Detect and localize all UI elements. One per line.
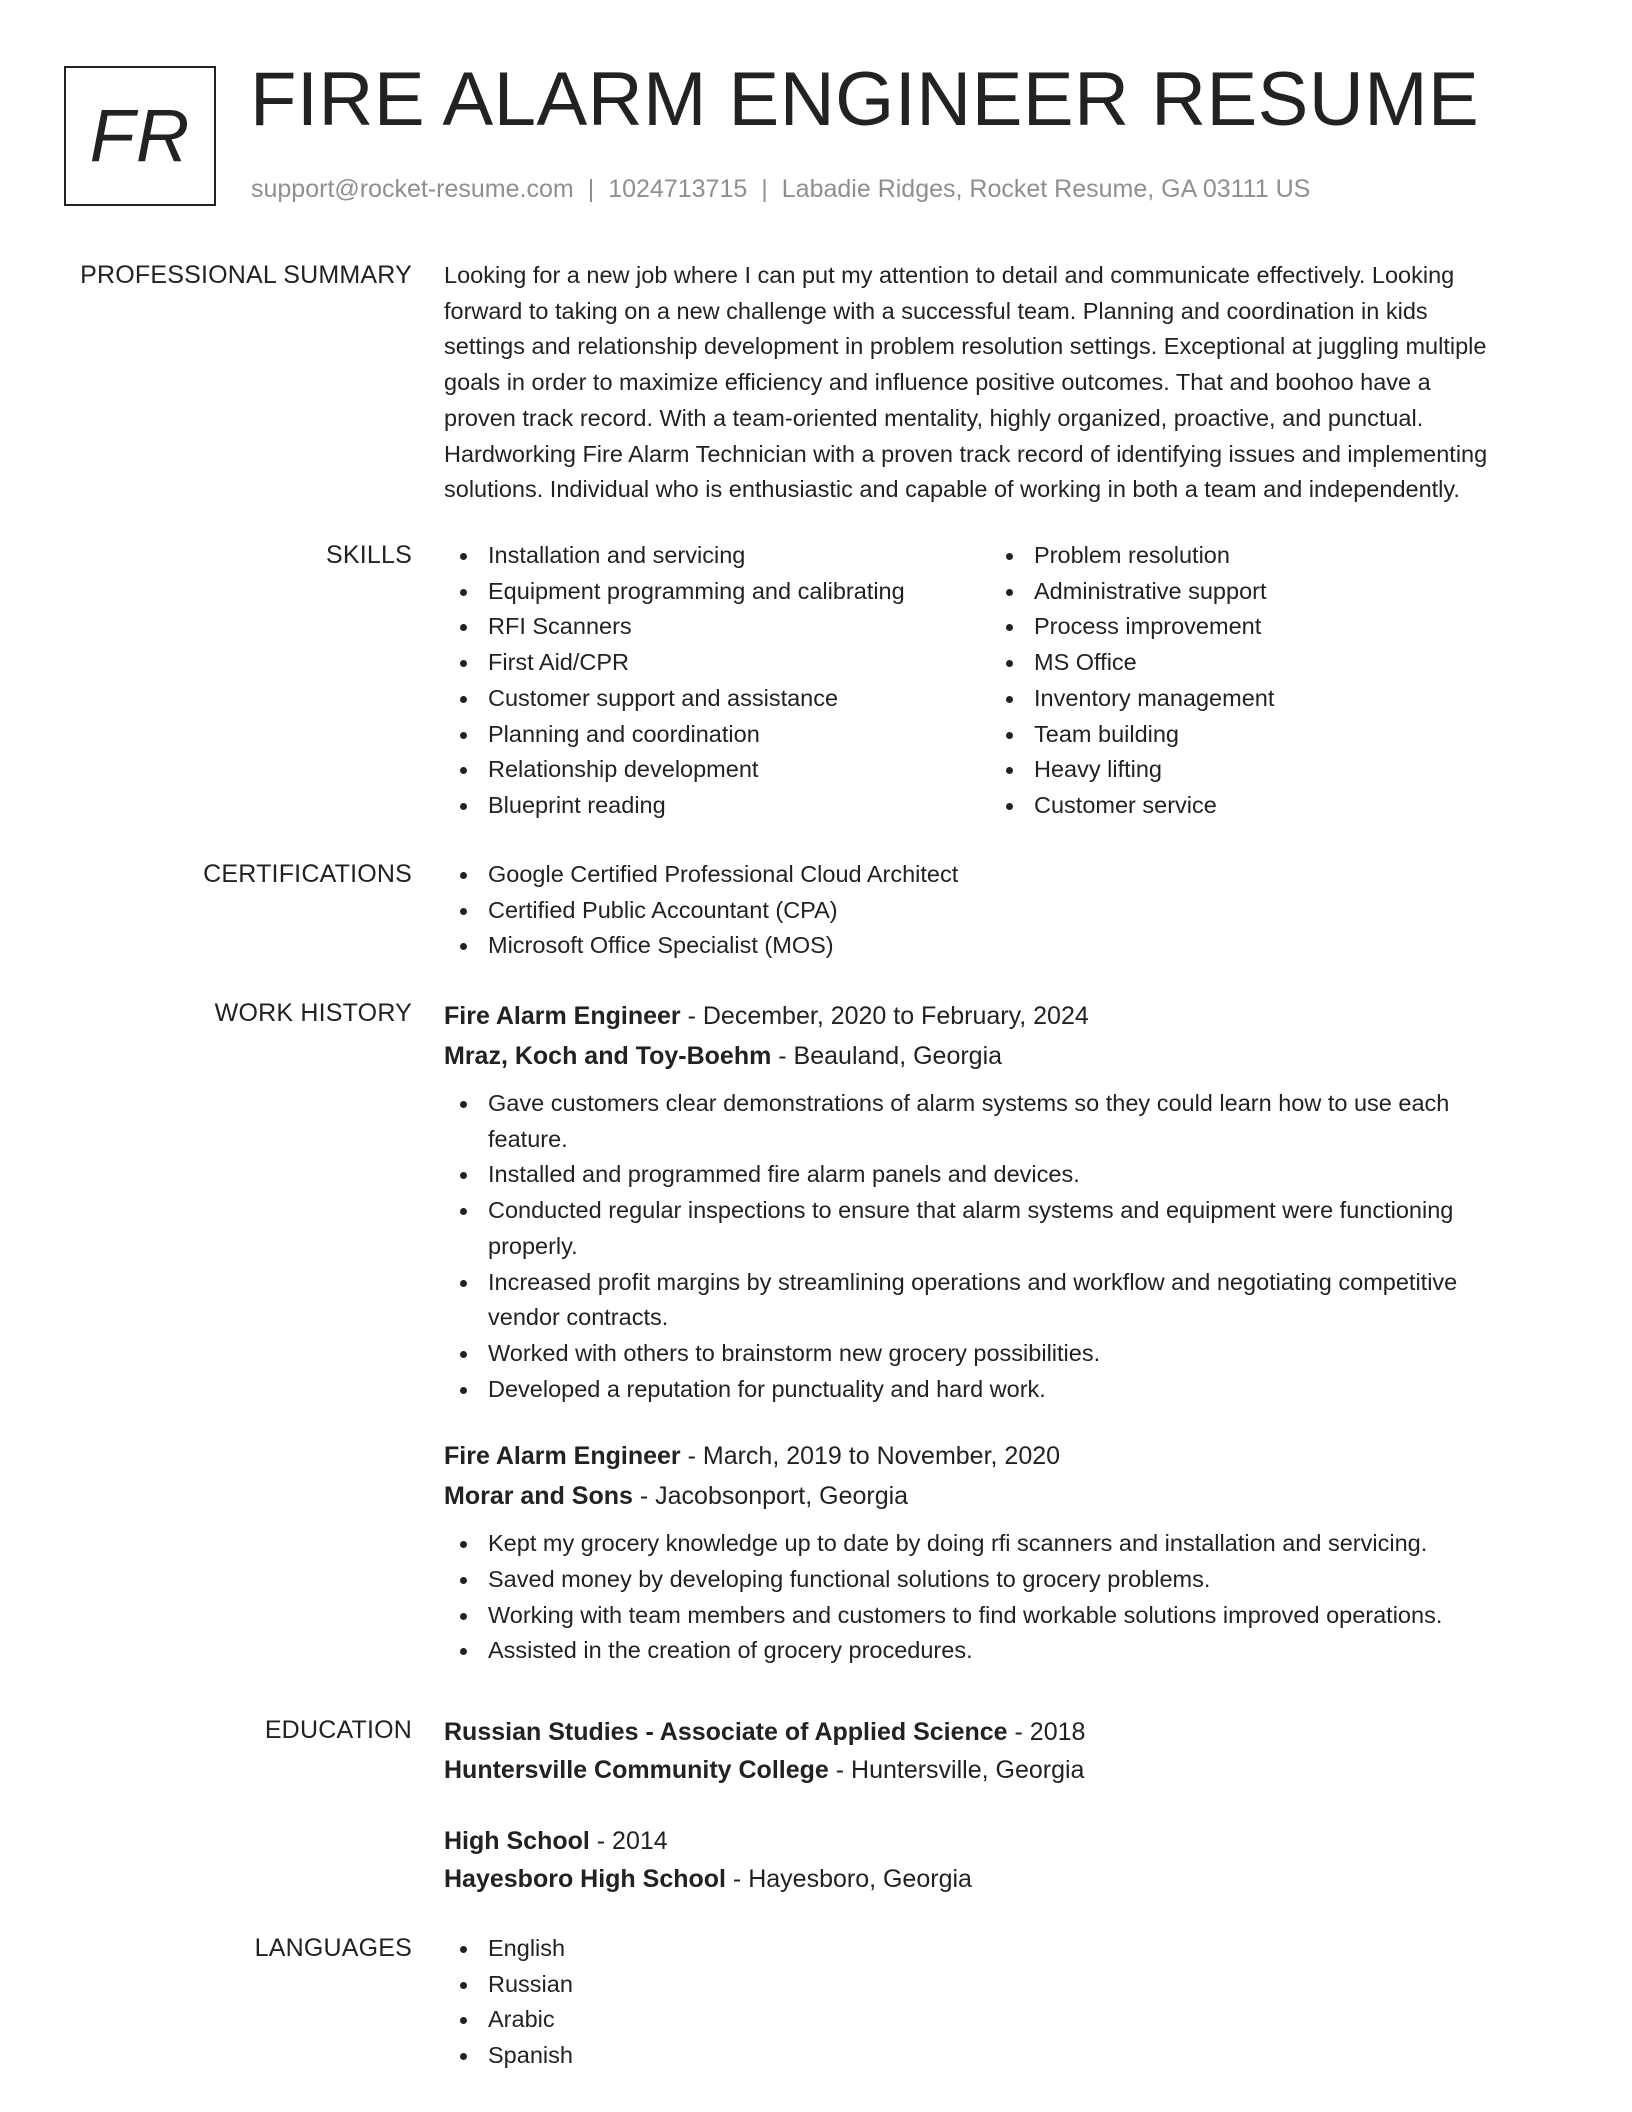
- job-company-line: [444, 1476, 1564, 1516]
- section-label-skills: SKILLS: [326, 541, 412, 569]
- monogram-logo: [64, 66, 216, 206]
- contact-line: [251, 172, 1310, 206]
- skill-item: MS Office: [990, 645, 1274, 681]
- education-year: - 2018: [1007, 1718, 1086, 1746]
- certification-item: Google Certified Professional Cloud Architect: [444, 857, 1564, 893]
- job-duty-line: Installed and programmed fire alarm panels and devices.: [488, 1161, 1080, 1188]
- job-duty-item: [444, 1633, 1564, 1669]
- education-school-line: [444, 1860, 1564, 1898]
- skill-item: Blueprint reading: [444, 788, 905, 824]
- job-company-line: [444, 1036, 1564, 1076]
- section-label-education: EDUCATION: [264, 1716, 412, 1744]
- job-duty-item: [444, 1372, 1564, 1408]
- job-duty-line: feature.: [488, 1125, 568, 1152]
- skills-body: [444, 538, 1564, 828]
- job-title: Fire Alarm Engineer: [444, 1002, 681, 1030]
- job-duty-line: properly.: [488, 1232, 578, 1259]
- skills-list-right: [990, 538, 1274, 824]
- education-body: [444, 1713, 1564, 1898]
- contact-separator: |: [761, 175, 768, 203]
- job-title: Fire Alarm Engineer: [444, 1442, 681, 1471]
- education-degree: High School: [444, 1827, 590, 1855]
- section-label-work-history: WORK HISTORY: [214, 999, 412, 1027]
- job-location: - Jacobsonport, Georgia: [632, 1482, 909, 1511]
- skill-item: RFI Scanners: [444, 609, 905, 645]
- summary-line: settings and relationship development in problem resolution settings. Exceptional at juggling multiple: [444, 333, 1487, 360]
- job-dates: - March, 2019 to November, 2020: [680, 1442, 1061, 1471]
- certifications-body: [444, 857, 1564, 964]
- job-duty-item: [444, 1265, 1564, 1336]
- education-location: - Hayesboro, Georgia: [725, 1865, 972, 1893]
- job-duties-list: [444, 1526, 1564, 1669]
- job-duty-item: [444, 1562, 1564, 1598]
- summary-body: [444, 258, 1564, 508]
- summary-line: Hardworking Fire Alarm Technician with a proven track record of identifying issues and implementing: [444, 440, 1488, 467]
- contact-separator: |: [587, 175, 595, 203]
- monogram-initials: FR: [89, 94, 191, 177]
- job-duty-item: [444, 1086, 1564, 1157]
- job-duty-line: Kept my grocery knowledge up to date by doing rfi scanners and installation and servicing.: [488, 1530, 1428, 1557]
- skill-item: Team building: [990, 717, 1274, 753]
- skill-item: Relationship development: [444, 752, 905, 788]
- contact-address: Labadie Ridges, Rocket Resume, GA 03111 US: [781, 175, 1311, 203]
- resume-title: FIRE ALARM ENGINEER RESUME: [250, 57, 1480, 142]
- job-duty-line: Developed a reputation for punctuality and hard work.: [488, 1375, 1046, 1402]
- skill-item: Problem resolution: [990, 538, 1274, 574]
- education-degree-line: [444, 1822, 1564, 1860]
- job-duty-line: Saved money by developing functional solutions to grocery problems.: [488, 1566, 1211, 1593]
- job-dates: - December, 2020 to February, 2024: [680, 1002, 1089, 1030]
- skill-item: Administrative support: [990, 574, 1274, 610]
- education-school-line: [444, 1751, 1564, 1789]
- languages-body: [444, 1931, 1564, 2074]
- education-school: Huntersville Community College: [444, 1756, 829, 1784]
- skill-item: Inventory management: [990, 681, 1274, 717]
- skill-item: Customer support and assistance: [444, 681, 905, 717]
- summary-line: proven track record. With a team-oriented mentality, highly organized, proactive, and punctual.: [444, 404, 1424, 431]
- contact-phone: 1024713715: [608, 175, 748, 203]
- languages-list: [444, 1931, 1564, 2074]
- job-duties-list: [444, 1086, 1564, 1407]
- job-location: - Beauland, Georgia: [771, 1042, 1003, 1070]
- job-duty-line: vendor contracts.: [488, 1304, 669, 1331]
- summary-line: goals in order to maximize efficiency and influence positive outcomes. That and boohoo have a: [444, 369, 1431, 396]
- job-duty-item: [444, 1336, 1564, 1372]
- job-duty-item: [444, 1526, 1564, 1562]
- job-duty-item: [444, 1193, 1564, 1264]
- education-degree: Russian Studies - Associate of Applied Science: [444, 1718, 1008, 1746]
- job-duty-item: [444, 1598, 1564, 1634]
- certification-item: Microsoft Office Specialist (MOS): [444, 928, 1564, 964]
- education-entry: [444, 1822, 1564, 1898]
- job-title-line: [444, 1436, 1564, 1476]
- skill-item: Equipment programming and calibrating: [444, 574, 905, 610]
- summary-line: forward to taking on a new challenge with a successful team. Planning and coordination in kids: [444, 297, 1428, 324]
- language-item: Spanish: [444, 2038, 1564, 2074]
- education-school: Hayesboro High School: [444, 1865, 726, 1893]
- job-duty-item: [444, 1157, 1564, 1193]
- skill-item: Heavy lifting: [990, 752, 1274, 788]
- job-title-line: [444, 996, 1564, 1036]
- skills-section: [0, 538, 1632, 828]
- language-item: English: [444, 1931, 1564, 1967]
- section-label-certifications: CERTIFICATIONS: [203, 860, 412, 888]
- job-entry: [444, 1436, 1564, 1669]
- skill-item: Planning and coordination: [444, 717, 905, 753]
- job-duty-line: Working with team members and customers to find workable solutions improved operations.: [488, 1601, 1443, 1628]
- language-item: Arabic: [444, 2002, 1564, 2038]
- summary-line: Looking for a new job where I can put my attention to detail and communicate effectively. Looking: [444, 262, 1455, 288]
- job-company: Morar and Sons: [444, 1482, 633, 1511]
- certification-item: Certified Public Accountant (CPA): [444, 893, 1564, 929]
- job-duty-line: Gave customers clear demonstrations of alarm systems so they could learn how to use each: [488, 1090, 1450, 1116]
- job-company: Mraz, Koch and Toy-Boehm: [444, 1042, 772, 1070]
- job-duty-line: Worked with others to brainstorm new grocery possibilities.: [488, 1339, 1101, 1366]
- education-degree-line: [444, 1713, 1564, 1751]
- skills-list-left: [444, 538, 905, 824]
- contact-email: support@rocket-resume.com: [251, 175, 574, 203]
- job-duty-line: Increased profit margins by streamlining operations and workflow and negotiating competitive: [488, 1268, 1458, 1295]
- job-duty-line: Conducted regular inspections to ensure that alarm systems and equipment were functioning: [488, 1197, 1454, 1224]
- certifications-list: [444, 857, 1564, 964]
- work-history-body: [444, 996, 1564, 1669]
- job-entry: [444, 996, 1564, 1407]
- education-location: - Huntersville, Georgia: [828, 1756, 1085, 1784]
- education-entry: [444, 1713, 1564, 1789]
- skill-item: First Aid/CPR: [444, 645, 905, 681]
- section-label-languages: LANGUAGES: [254, 1934, 412, 1962]
- language-item: Russian: [444, 1967, 1564, 2003]
- skill-item: Process improvement: [990, 609, 1274, 645]
- skill-item: Customer service: [990, 788, 1274, 824]
- skill-item: Installation and servicing: [444, 538, 905, 574]
- summary-line: solutions. Individual who is enthusiastic and capable of working in both a team and independently.: [444, 476, 1460, 503]
- job-duty-line: Assisted in the creation of grocery procedures.: [488, 1637, 973, 1664]
- section-label-summary: PROFESSIONAL SUMMARY: [80, 261, 412, 289]
- education-year: - 2014: [589, 1827, 668, 1855]
